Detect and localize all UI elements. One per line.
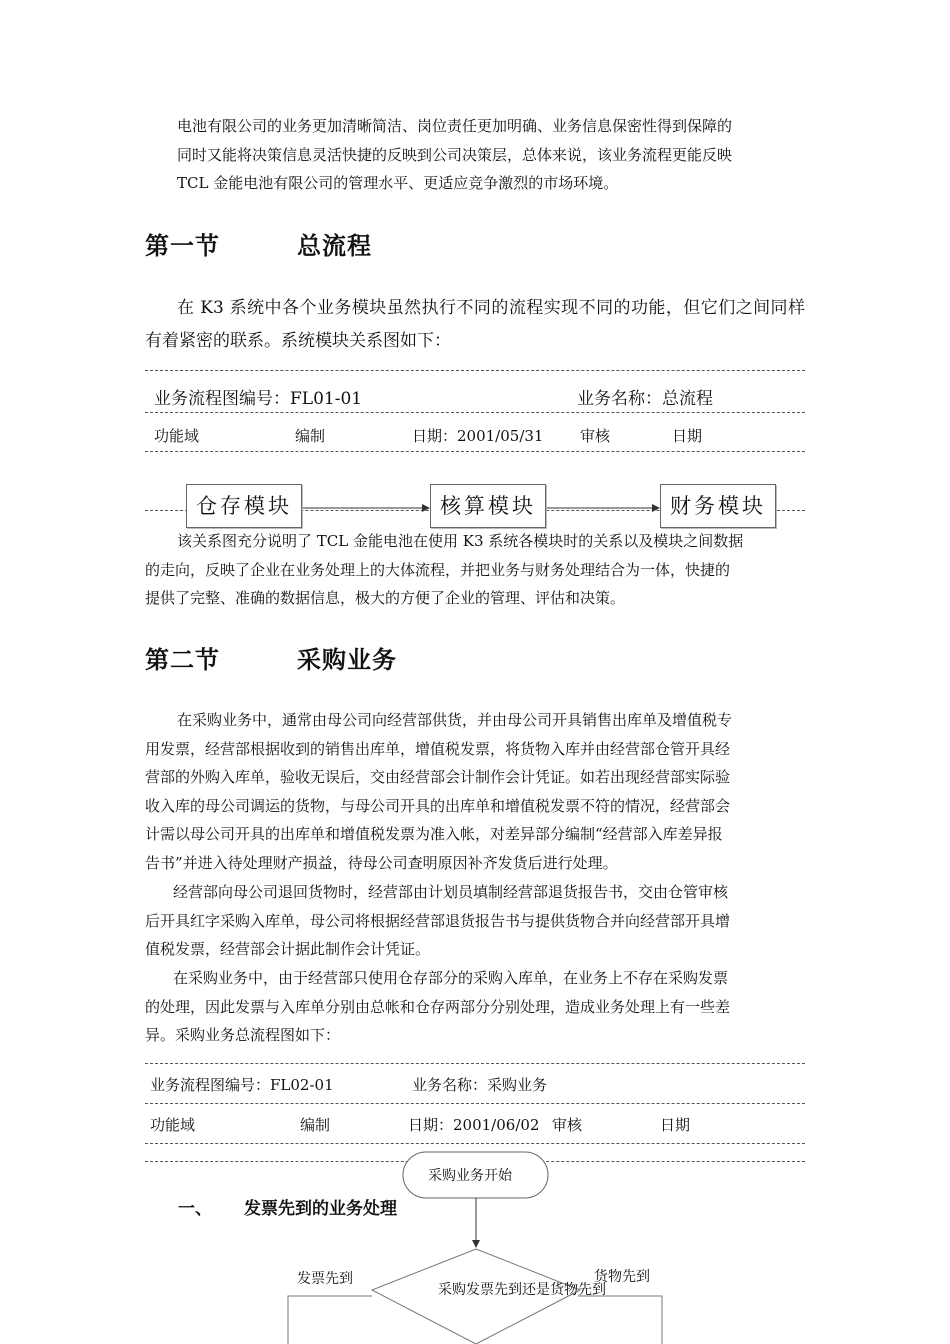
intro-line: 同时又能将决策信息灵活快捷的反映到公司决策层，总体来说，该业务流程更能反映 (177, 145, 733, 164)
module-box-costing: 核算模块 (430, 484, 546, 528)
para1-line: 在采购业务中，通常由母公司向经营部供货，并由母公司开具销售出库单及增值税专 (177, 711, 733, 729)
para3-line: 异。采购业务总流程图如下： (145, 1026, 341, 1045)
flow-start-label: 采购业务开始 (428, 1168, 512, 1184)
after-line: 该关系图充分说明了 TCL 金能电池在使用 K3 系统各模块时的关系以及模块之间数据 (177, 532, 744, 550)
flow-left-branch-line (288, 1296, 372, 1344)
subsection-number: 一、 (178, 1199, 212, 1219)
flow-arrow-head (472, 1240, 480, 1248)
table1-date2: 日期 (672, 427, 703, 445)
intro-line: TCL 金能电池有限公司的管理水平、更适应竞争激烈的市场环境。 (177, 174, 619, 193)
para1-line: 用发票，经营部根据收到的销售出库单，增值税发票，将货物入库并由经营部仓管开具经 (145, 739, 731, 758)
para2-line: 后开具红字采购入库单，母公司将根据经营部退货报告书与提供货物合并向经营部开具增 (145, 911, 731, 930)
para1-line: 营部的外购入库单，验收无误后，交由经营部会计制作会计凭证。如若出现经营部实际验 (145, 768, 731, 787)
flow-right-branch-line (578, 1296, 662, 1344)
subsection-heading (178, 1194, 397, 1219)
table2-date2: 日期 (660, 1116, 691, 1134)
subsection-title: 发票先到的业务处理 (244, 1199, 397, 1219)
section1-number: 第一节 (145, 232, 220, 260)
para1-line: 计需以母公司开具的出库单和增值税发票为准入帐，对差异部分编制“经营部入库差异报 (145, 825, 723, 844)
table1-domain: 功能域 (154, 427, 200, 445)
module-box-inventory: 仓存模块 (186, 484, 302, 528)
para3-line: 在采购业务中，由于经营部只使用仓存部分的采购入库单，在业务上不存在采购发票 (173, 969, 729, 987)
intro-line: 电池有限公司的业务更加清晰简洁、岗位责任更加明确、业务信息保密性得到保障的 (177, 117, 733, 135)
section2-number: 第二节 (145, 646, 220, 674)
flow-right-branch-label: 货物先到 (594, 1269, 650, 1285)
section1-title: 总流程 (297, 232, 372, 260)
after-line: 的走向，反映了企业在业务处理上的大体流程，并把业务与财务处理结合为一体，快捷的 (145, 560, 731, 579)
table1-editor: 编制 (295, 427, 326, 445)
table2-flow-name: 业务名称：采购业务 (412, 1076, 548, 1094)
table1-date: 日期：2001/05/31 (412, 427, 544, 445)
table2-editor: 编制 (300, 1116, 331, 1134)
table2-domain: 功能域 (150, 1116, 196, 1134)
para1-line: 收入库的母公司调运的货物，与母公司开具的出库单和增值税发票不符的情况，经营部会 (145, 796, 731, 815)
after-line: 提供了完整、准确的数据信息，极大的方便了企业的管理、评估和决策。 (145, 589, 626, 608)
table1-review: 审核 (580, 427, 611, 445)
para2-line: 值税发票，经营部会计据此制作会计凭证。 (145, 940, 431, 959)
table2-date: 日期：2001/06/02 (408, 1116, 540, 1134)
module-box-finance: 财务模块 (660, 484, 776, 528)
table1-flow-name: 业务名称：总流程 (577, 389, 713, 409)
flow-decision-label: 采购发票先到还是货物先到 (438, 1282, 606, 1298)
table2-review: 审核 (552, 1116, 583, 1134)
para2-line: 经营部向母公司退回货物时，经营部由计划员填制经营部退货报告书，交由仓管审核 (173, 883, 729, 901)
table2-flow-no: 业务流程图编号：FL02-01 (150, 1076, 334, 1094)
para3-line: 的处理，因此发票与入库单分别由总帐和仓存两部分分别处理，造成业务处理上有一些差 (145, 997, 731, 1016)
table1-flow-no: 业务流程图编号：FL01-01 (154, 389, 363, 409)
section2-title: 采购业务 (297, 646, 397, 674)
para1-line: 告书”并进入待处理财产损益，待母公司查明原因补齐发货后进行处理。 (145, 853, 618, 872)
section1-paragraph-text: 在 K3 系统中各个业务模块虽然执行不同的流程实现不同的功能，但它们之间同样有着紧密的联系。系统模块关系图如下： (145, 298, 805, 351)
flow-left-branch-label: 发票先到 (297, 1271, 353, 1287)
